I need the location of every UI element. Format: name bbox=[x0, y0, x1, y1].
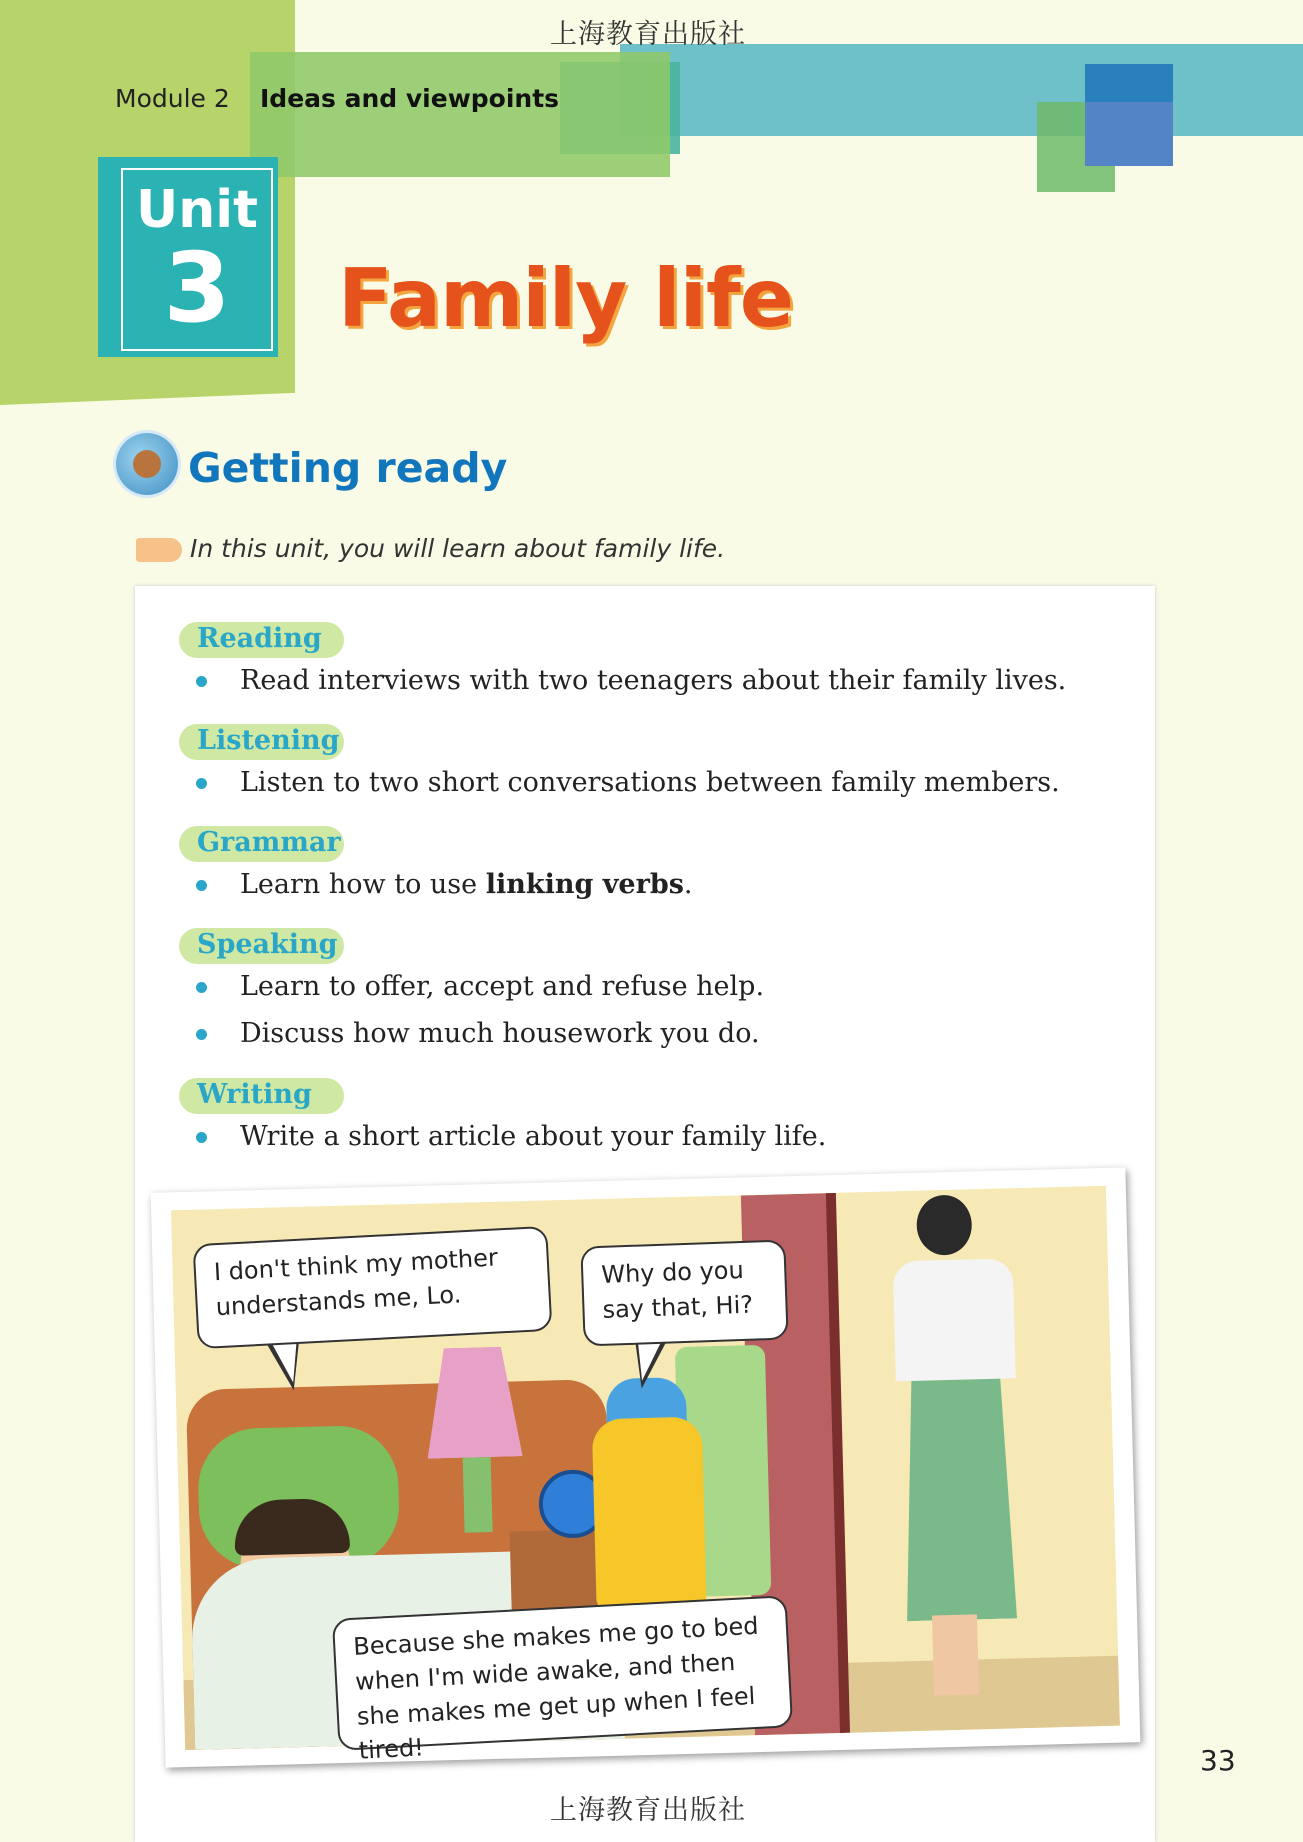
intro-text: In this unit, you will learn about family life. bbox=[190, 534, 726, 563]
section-label-listening: Listening bbox=[197, 725, 340, 756]
bullet bbox=[196, 982, 207, 993]
green-stripe-decoration bbox=[250, 52, 670, 177]
grammar-item-bold: linking verbs bbox=[485, 869, 684, 900]
grammar-item-suffix: . bbox=[683, 869, 693, 900]
module-label: Module 2 bbox=[115, 84, 230, 113]
list-item: Read interviews with two teenagers about their family lives. bbox=[240, 665, 1067, 696]
comic-mother-shirt bbox=[893, 1258, 1016, 1381]
list-item: Learn to offer, accept and refuse help. bbox=[240, 971, 765, 1002]
speech-bubble-hi: I don't think my mother understands me, Lo. bbox=[192, 1226, 552, 1349]
speech-bubble-lo: Why do you say that, Hi? bbox=[580, 1239, 788, 1346]
unit-word: Unit bbox=[136, 180, 258, 240]
comic-mother-leg bbox=[932, 1614, 979, 1695]
telescope-icon-lens bbox=[133, 450, 161, 478]
intro-marker bbox=[136, 538, 182, 562]
list-item: Discuss how much housework you do. bbox=[240, 1018, 760, 1049]
grammar-item-prefix: Learn how to use bbox=[240, 869, 486, 900]
bullet bbox=[196, 1029, 207, 1040]
bullet bbox=[196, 880, 207, 891]
teal-band-decoration bbox=[620, 44, 1303, 136]
comic-robot-lo bbox=[592, 1417, 707, 1610]
bullet bbox=[196, 778, 207, 789]
section-label-speaking: Speaking bbox=[197, 929, 338, 960]
section-label-writing: Writing bbox=[197, 1079, 312, 1110]
publisher-bottom: 上海教育出版社 bbox=[550, 1795, 746, 1826]
bullet bbox=[196, 1132, 207, 1143]
speech-bubble-hi-reply: Because she makes me go to bed when I'm wide awake, and then she makes me get up when I feel tired! bbox=[332, 1595, 793, 1751]
list-item: Listen to two short conversations between family members. bbox=[240, 767, 1060, 798]
purple-square-decoration bbox=[1085, 102, 1173, 166]
list-item: Write a short article about your family life. bbox=[240, 1121, 827, 1152]
page-number: 33 bbox=[1200, 1744, 1236, 1777]
module-title: Ideas and viewpoints bbox=[260, 84, 560, 113]
unit-title: Family life bbox=[338, 252, 794, 345]
getting-ready-heading: Getting ready bbox=[188, 444, 508, 492]
publisher-top: 上海教育出版社 bbox=[550, 19, 746, 50]
section-label-grammar: Grammar bbox=[197, 827, 341, 858]
section-label-reading: Reading bbox=[197, 623, 322, 654]
list-item bbox=[240, 869, 693, 900]
bullet bbox=[196, 676, 207, 687]
comic-mother-skirt bbox=[901, 1368, 1018, 1621]
comic-lamp-base bbox=[463, 1457, 493, 1533]
unit-number: 3 bbox=[163, 232, 231, 344]
